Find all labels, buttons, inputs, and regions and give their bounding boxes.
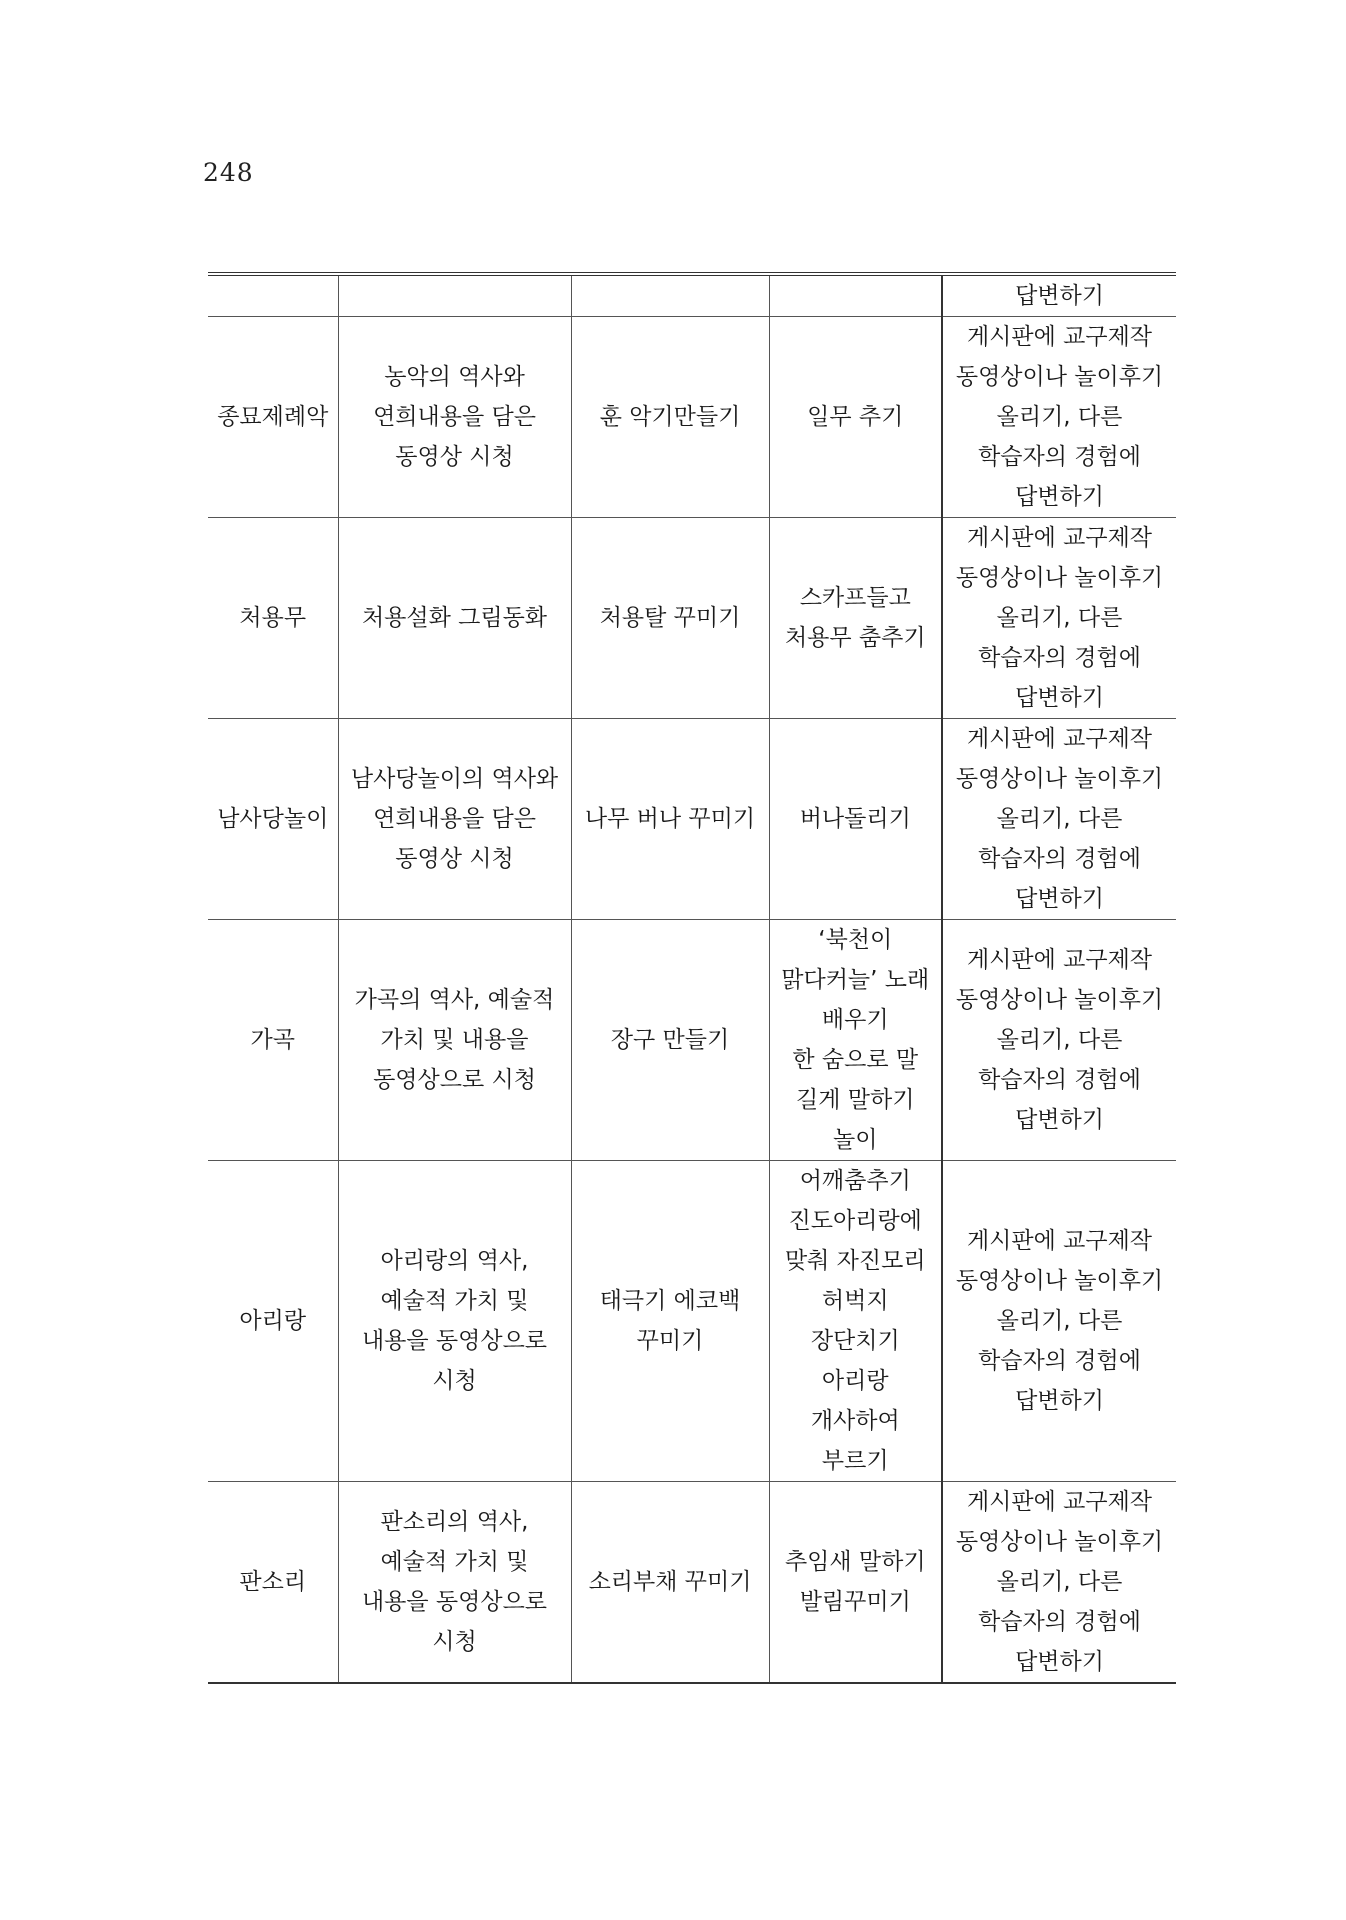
cell-play-activity: 추임새 말하기 발림꾸미기 bbox=[769, 1482, 942, 1684]
cell-board-activity: 게시판에 교구제작 동영상이나 놀이후기 올리기, 다른 학습자의 경험에 답변하기 bbox=[942, 920, 1176, 1161]
cell-craft-activity: 장구 만들기 bbox=[571, 920, 769, 1161]
page-number: 248 bbox=[203, 158, 254, 187]
cell-play-activity bbox=[769, 274, 942, 317]
cell-heritage-name: 아리랑 bbox=[208, 1161, 338, 1482]
cell-heritage-name bbox=[208, 274, 338, 317]
activity-table bbox=[208, 272, 1176, 1684]
cell-craft-activity bbox=[571, 274, 769, 317]
cell-board-activity: 게시판에 교구제작 동영상이나 놀이후기 올리기, 다른 학습자의 경험에 답변하기 bbox=[942, 719, 1176, 920]
cell-craft-activity: 소리부채 꾸미기 bbox=[571, 1482, 769, 1684]
cell-craft-activity: 훈 악기만들기 bbox=[571, 317, 769, 518]
cell-video-content: 농악의 역사와 연희내용을 담은 동영상 시청 bbox=[338, 317, 571, 518]
cell-craft-activity: 나무 버나 꾸미기 bbox=[571, 719, 769, 920]
table-row bbox=[208, 317, 1176, 518]
cell-video-content bbox=[338, 274, 571, 317]
table-row bbox=[208, 1482, 1176, 1684]
cell-board-activity: 게시판에 교구제작 동영상이나 놀이후기 올리기, 다른 학습자의 경험에 답변하기 bbox=[942, 1482, 1176, 1684]
cell-play-activity: 스카프들고 처용무 춤추기 bbox=[769, 518, 942, 719]
cell-heritage-name: 가곡 bbox=[208, 920, 338, 1161]
cell-video-content: 판소리의 역사, 예술적 가치 및 내용을 동영상으로 시청 bbox=[338, 1482, 571, 1684]
cell-play-activity: ‘북천이 맑다커늘’ 노래 배우기 한 숨으로 말 길게 말하기 놀이 bbox=[769, 920, 942, 1161]
cell-board-activity: 답변하기 bbox=[942, 274, 1176, 317]
cell-video-content: 가곡의 역사, 예술적 가치 및 내용을 동영상으로 시청 bbox=[338, 920, 571, 1161]
cell-craft-activity: 처용탈 꾸미기 bbox=[571, 518, 769, 719]
cell-board-activity: 게시판에 교구제작 동영상이나 놀이후기 올리기, 다른 학습자의 경험에 답변하기 bbox=[942, 518, 1176, 719]
cell-video-content: 아리랑의 역사, 예술적 가치 및 내용을 동영상으로 시청 bbox=[338, 1161, 571, 1482]
cell-heritage-name: 남사당놀이 bbox=[208, 719, 338, 920]
cell-board-activity: 게시판에 교구제작 동영상이나 놀이후기 올리기, 다른 학습자의 경험에 답변하기 bbox=[942, 1161, 1176, 1482]
cell-heritage-name: 처용무 bbox=[208, 518, 338, 719]
cell-play-activity: 버나돌리기 bbox=[769, 719, 942, 920]
table-row bbox=[208, 274, 1176, 317]
cell-play-activity: 일무 추기 bbox=[769, 317, 942, 518]
cell-video-content: 남사당놀이의 역사와 연희내용을 담은 동영상 시청 bbox=[338, 719, 571, 920]
cell-play-activity: 어깨춤추기 진도아리랑에 맞춰 자진모리 허벅지 장단치기 아리랑 개사하여 부르기 bbox=[769, 1161, 942, 1482]
table-row bbox=[208, 518, 1176, 719]
table-row bbox=[208, 920, 1176, 1161]
activity-table-container bbox=[208, 272, 1176, 1684]
table-row bbox=[208, 719, 1176, 920]
cell-heritage-name: 종묘제례악 bbox=[208, 317, 338, 518]
cell-craft-activity: 태극기 에코백 꾸미기 bbox=[571, 1161, 769, 1482]
table-row bbox=[208, 1161, 1176, 1482]
cell-heritage-name: 판소리 bbox=[208, 1482, 338, 1684]
cell-board-activity: 게시판에 교구제작 동영상이나 놀이후기 올리기, 다른 학습자의 경험에 답변하기 bbox=[942, 317, 1176, 518]
cell-video-content: 처용설화 그림동화 bbox=[338, 518, 571, 719]
